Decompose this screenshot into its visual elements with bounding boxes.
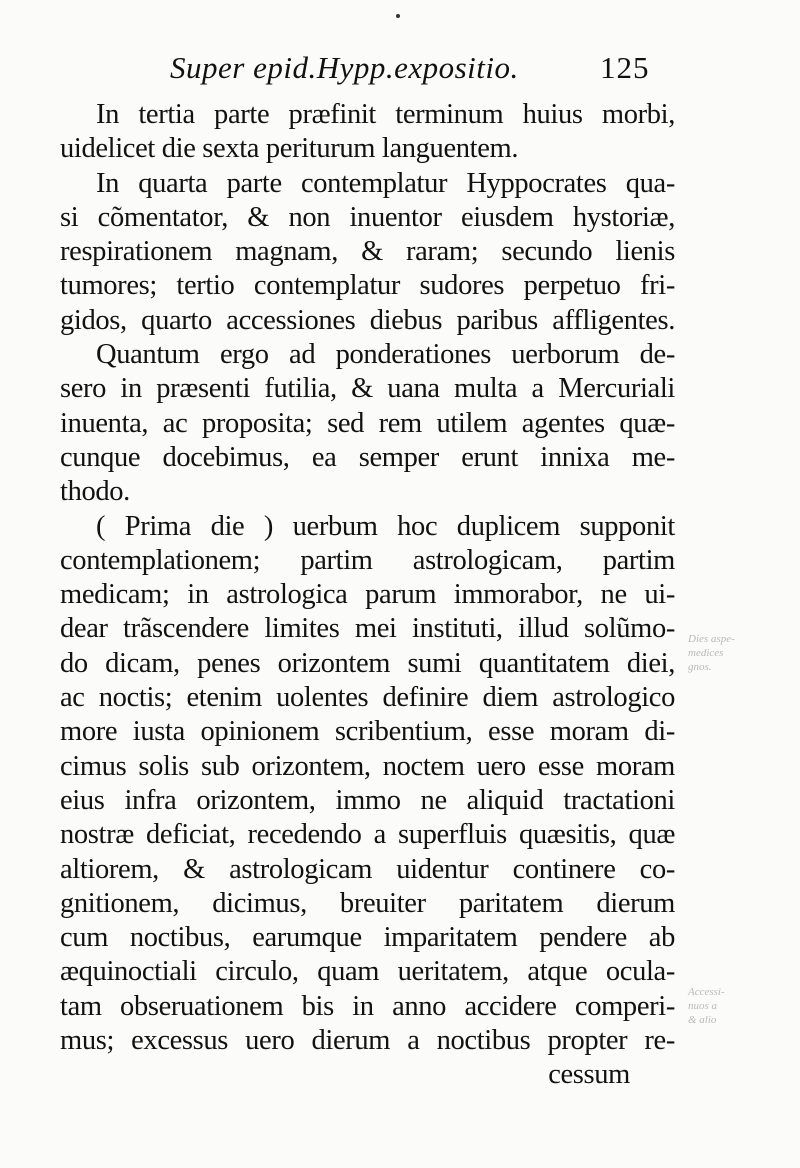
text-line: In quarta parte contemplatur Hyppocrates qua- — [96, 167, 675, 199]
page-number: 125 — [600, 50, 650, 85]
text-line: do dicam, penes orizontem sumi quantitatem diei, — [60, 647, 675, 679]
text-line: mus; excessus uero dierum a noctibus propter re- — [60, 1025, 675, 1057]
text-line: uidelicet die sexta periturum languentem. — [60, 133, 519, 165]
text-line: more iusta opinionem scribentium, esse moram di- — [60, 716, 675, 748]
text-line: dear trãscendere limites mei instituti, illud solũmo- — [60, 613, 675, 645]
text-line: In tertia parte præfinit terminum huius morbi, — [96, 99, 675, 130]
ink-speck — [396, 14, 400, 18]
text-line: si cõmentator, & non inuentor eiusdem hystoriæ, — [60, 201, 675, 233]
text-line: cimus solis sub orizontem, noctem uero esse moram — [60, 750, 675, 782]
text-line: eius infra orizontem, immo ne aliquid tractationi — [60, 784, 675, 816]
text-line: altiorem, & astrologicam uidentur continere co- — [60, 853, 675, 885]
text-line: respirationem magnam, & raram; secundo lienis — [60, 236, 675, 268]
text-line: cunque docebimus, ea semper erunt innixa me- — [60, 441, 675, 473]
catchword: cessum — [548, 1059, 630, 1091]
text-line: sero in præsenti futilia, & uana multa a Mercuriali — [60, 373, 675, 405]
text-line: æquinoctiali circulo, quam ueritatem, atque ocula- — [60, 956, 675, 988]
text-block — [60, 98, 675, 1093]
text-line: inuenta, ac proposita; sed rem utilem agentes quæ- — [60, 407, 675, 439]
text-line: ac noctis; etenim uolentes definire diem astrologico — [60, 682, 675, 714]
marginal-note: Dies aspe- medices gnos. — [688, 633, 735, 673]
text-line: thodo. — [60, 476, 130, 508]
text-line: tumores; tertio contemplatur sudores perpetuo fri- — [60, 270, 675, 302]
text-line: medicam; in astrologica parum immorabor, ne ui- — [60, 579, 675, 611]
text-line: contemplationem; partim astrologicam, partim — [60, 544, 675, 576]
text-line: ( Prima die ) uerbum hoc duplicem supponit — [96, 510, 675, 542]
text-line: gidos, quarto accessiones diebus paribus affligentes. — [60, 304, 675, 336]
running-title: Super epid.Hypp.expositio. — [170, 50, 519, 85]
text-line: gnitionem, dicimus, breuiter paritatem dierum — [60, 887, 675, 919]
text-line: Quantum ergo ad ponderationes uerborum de- — [96, 339, 675, 371]
marginal-note: Accessi- nuos a & alio — [688, 986, 725, 1026]
text-line: cum noctibus, earumque imparitatem pendere ab — [60, 922, 675, 954]
text-line: nostræ deficiat, recedendo a superfluis quæsitis, quæ — [60, 819, 675, 851]
text-line: tam obseruationem bis in anno accidere comperi- — [60, 990, 675, 1022]
